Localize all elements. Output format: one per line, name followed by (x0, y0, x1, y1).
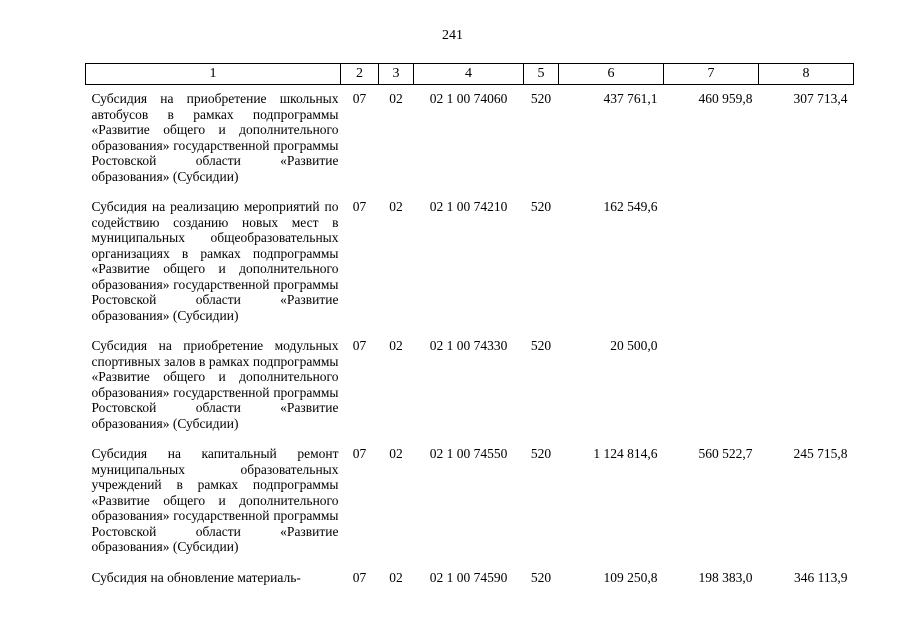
amount-year-2 (664, 193, 759, 332)
column-header: 6 (559, 64, 664, 85)
column-header: 4 (414, 64, 524, 85)
subsection-code: 02 (389, 338, 403, 353)
section-code: 07 (352, 199, 367, 214)
amount-year-3: 245 715,8 (793, 446, 848, 461)
amount-year-1: 162 549,6 (603, 199, 658, 214)
column-header: 3 (379, 64, 414, 85)
section-code: 07 (352, 338, 367, 353)
row-description: Субсидия на реализацию мероприятий по содействию созданию новых мест в муниципальных общеобразовательных организациях в рамках подпрограммы «Развитие общего и дополнительного образования» государственной программы Ростовской области «Развитие образования» (Субсидии) (91, 199, 339, 323)
row-description: Субсидия на обновление материаль- (91, 569, 301, 585)
target-article-code: 02 1 00 74210 (429, 199, 508, 214)
expense-type-code: 520 (530, 91, 552, 106)
section-code: 07 (352, 91, 367, 106)
amount-year-2: 460 959,8 (698, 91, 753, 106)
expense-type-code: 520 (530, 199, 552, 214)
amount-year-3: 346 113,9 (794, 569, 848, 585)
subsection-code: 02 (389, 446, 403, 461)
amount-year-1: 1 124 814,6 (593, 446, 658, 461)
amount-year-1: 437 761,1 (603, 91, 658, 106)
table-row (86, 440, 854, 564)
expense-type-code: 520 (530, 446, 552, 461)
row-description: Субсидия на приобретение школьных автобусов в рамках подпрограммы «Развитие общего и дополнительного образования» государственной программы Ростовской области «Развитие образования» (Субсидии) (91, 91, 339, 184)
column-header: 1 (86, 64, 341, 85)
amount-year-2 (664, 332, 759, 440)
subsection-code: 02 (389, 91, 403, 106)
target-article-code: 02 1 00 74550 (429, 446, 508, 461)
amount-year-2: 198 383,0 (698, 569, 753, 585)
table-row (86, 332, 854, 440)
subsection-code: 02 (389, 569, 403, 585)
section-code: 07 (352, 569, 367, 585)
table-header (86, 64, 854, 85)
table-row (86, 85, 854, 194)
amount-year-2: 560 522,7 (698, 446, 753, 461)
expense-type-code: 520 (530, 569, 552, 585)
table-row (86, 564, 854, 586)
column-header: 7 (664, 64, 759, 85)
amount-year-1: 20 500,0 (610, 338, 658, 353)
budget-table (85, 63, 854, 585)
subsection-code: 02 (389, 199, 403, 214)
expense-type-code: 520 (530, 338, 552, 353)
target-article-code: 02 1 00 74060 (429, 91, 508, 106)
row-description: Субсидия на капитальный ремонт муниципальных образовательных учреждений в рамках подпрограммы «Развитие общего и дополнительного образования» государственной программы Ростовской области «Развитие образования» (Субсидии) (91, 446, 339, 554)
amount-year-1: 109 250,8 (603, 569, 658, 585)
amount-year-3 (759, 332, 854, 440)
page-number: 241 (442, 28, 463, 43)
column-header: 2 (341, 64, 379, 85)
target-article-code: 02 1 00 74330 (429, 338, 508, 353)
section-code: 07 (352, 446, 367, 461)
target-article-code: 02 1 00 74590 (429, 569, 508, 585)
amount-year-3 (759, 193, 854, 332)
amount-year-3: 307 713,4 (793, 91, 848, 106)
table-row (86, 193, 854, 332)
column-header: 5 (524, 64, 559, 85)
row-description: Субсидия на приобретение модульных спортивных залов в рамках подпрограммы «Развитие общего и дополнительного образования» государственной программы Ростовской области «Развитие образования» (Субсидии) (91, 338, 339, 431)
column-header: 8 (759, 64, 854, 85)
